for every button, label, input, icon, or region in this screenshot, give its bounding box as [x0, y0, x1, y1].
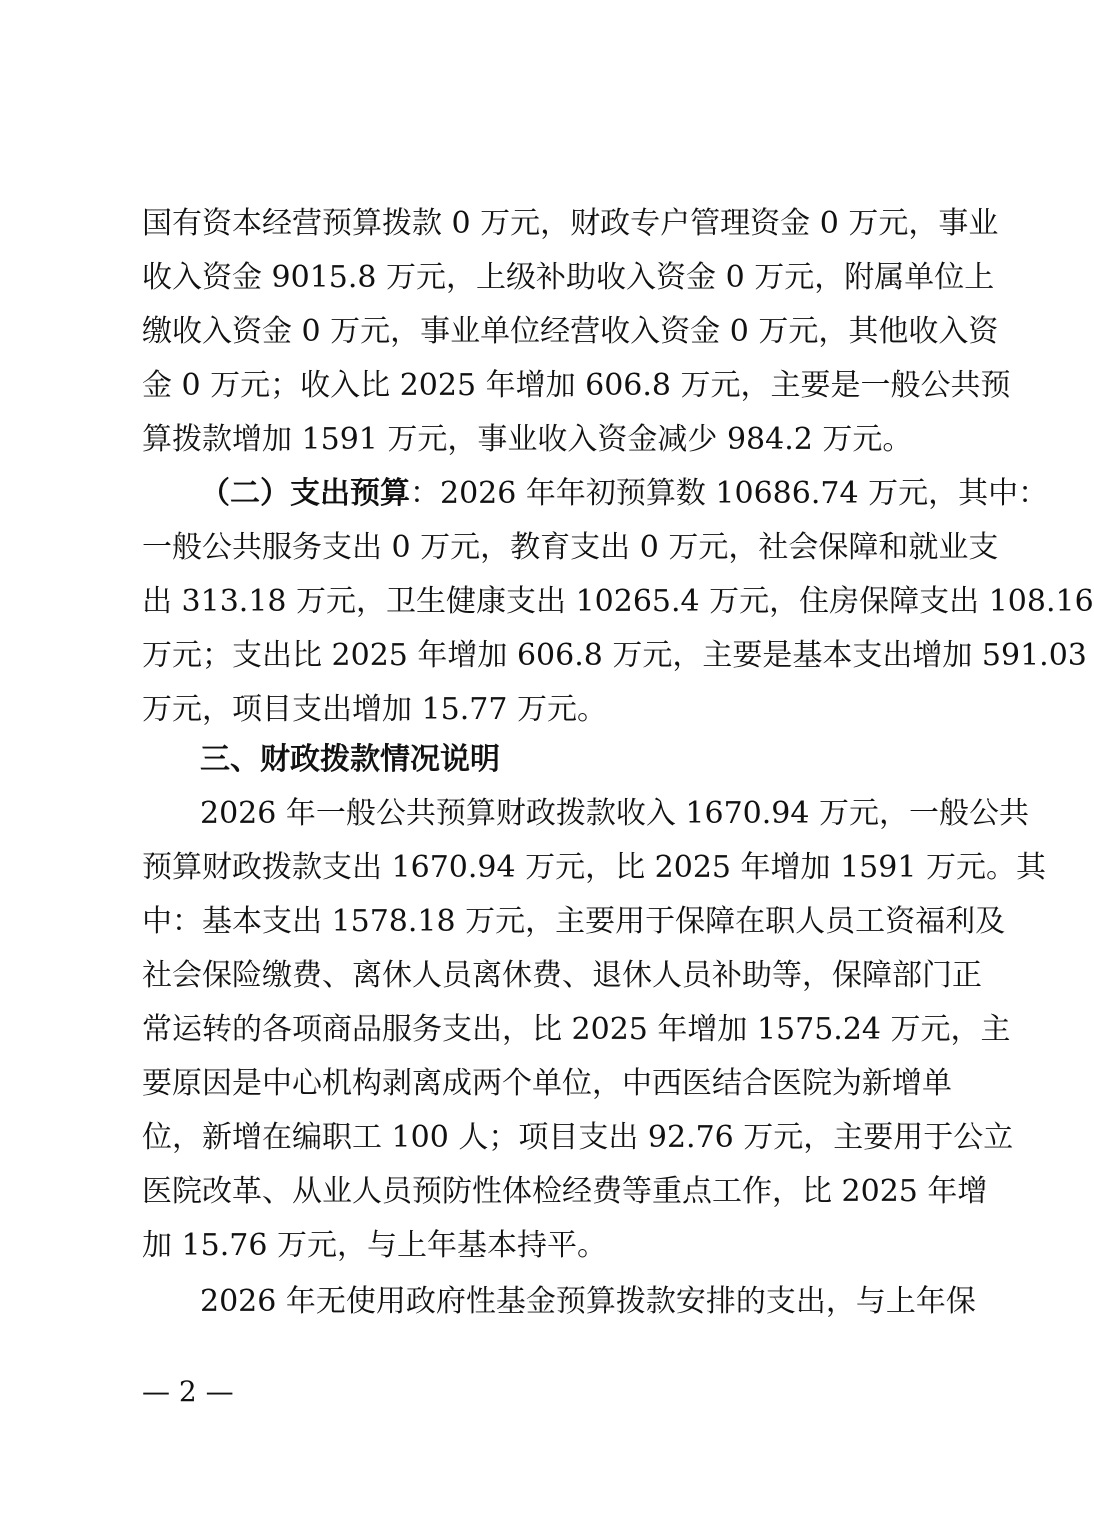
paragraph-line: 算拨款增加 1591 万元，事业收入资金减少 984.2 万元。	[142, 422, 913, 457]
paragraph-line: 位，新增在编职工 100 人；项目支出 92.76 万元，主要用于公立	[142, 1120, 1014, 1155]
paragraph-line: 金 0 万元；收入比 2025 年增加 606.8 万元，主要是一般公共预	[142, 368, 1011, 403]
paragraph-line: 2026 年无使用政府性基金预算拨款安排的支出，与上年保	[200, 1284, 976, 1319]
subsection-lead-text: ：2026 年年初预算数 10686.74 万元，其中：	[410, 476, 1049, 511]
paragraph-line: 万元；支出比 2025 年增加 606.8 万元，主要是基本支出增加 591.03	[142, 638, 1087, 673]
paragraph-line: 中：基本支出 1578.18 万元，主要用于保障在职人员工资福利及	[142, 904, 1006, 939]
paragraph-line: 社会保险缴费、离休人员离休费、退休人员补助等，保障部门正	[142, 958, 982, 993]
paragraph-lead-line	[200, 466, 1049, 522]
paragraph-line: 预算财政拨款支出 1670.94 万元，比 2025 年增加 1591 万元。其	[142, 850, 1046, 885]
paragraph-line: 医院改革、从业人员预防性体检经费等重点工作，比 2025 年增	[142, 1174, 988, 1209]
paragraph-line: 缴收入资金 0 万元，事业单位经营收入资金 0 万元，其他收入资	[142, 314, 999, 349]
paragraph-line: 出 313.18 万元，卫生健康支出 10265.4 万元，住房保障支出 108.16	[142, 584, 1094, 619]
paragraph-line: 2026 年一般公共预算财政拨款收入 1670.94 万元，一般公共	[200, 796, 1030, 831]
page-number: — 2 —	[142, 1375, 234, 1408]
paragraph-line: 国有资本经营预算拨款 0 万元，财政专户管理资金 0 万元，事业	[142, 206, 999, 241]
paragraph-line: 常运转的各项商品服务支出，比 2025 年增加 1575.24 万元，主	[142, 1012, 1011, 1047]
paragraph-line: 收入资金 9015.8 万元，上级补助收入资金 0 万元，附属单位上	[142, 260, 995, 295]
paragraph-line: 一般公共服务支出 0 万元，教育支出 0 万元，社会保障和就业支	[142, 530, 999, 565]
paragraph-line: 要原因是中心机构剥离成两个单位，中西医结合医院为新增单	[142, 1066, 952, 1101]
paragraph-line: 万元，项目支出增加 15.77 万元。	[142, 692, 607, 727]
paragraph-line: 加 15.76 万元，与上年基本持平。	[142, 1228, 607, 1263]
section-heading: 三、财政拨款情况说明	[200, 742, 500, 777]
subsection-label: （二）支出预算	[200, 476, 410, 511]
